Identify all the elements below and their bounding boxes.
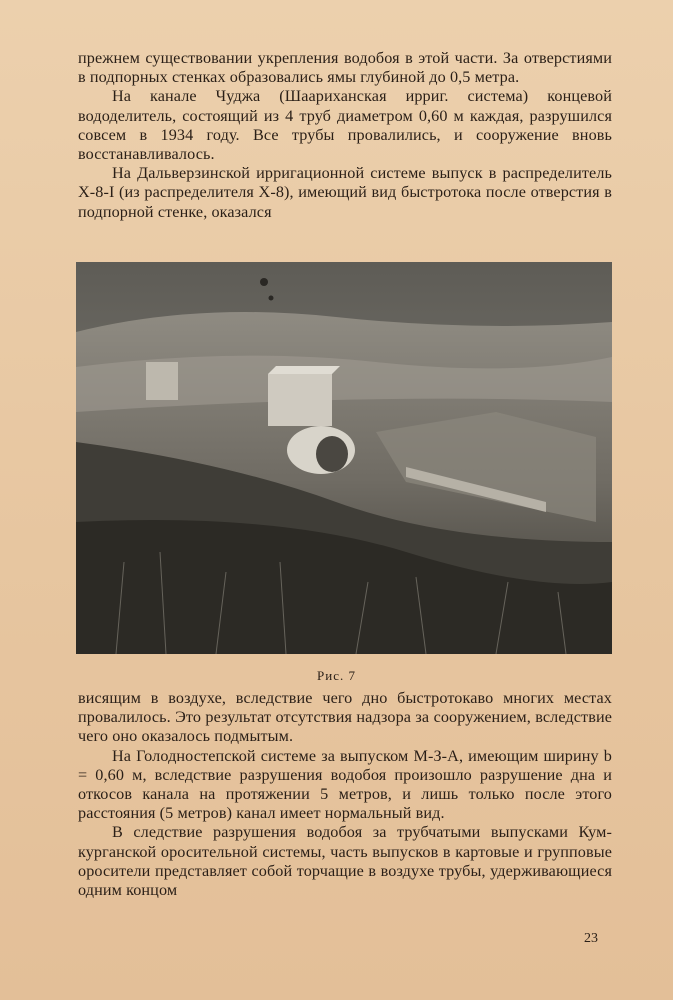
paragraph-hanging-chute: висящим в воздухе, вследствие чего дно быстротокаво многих местах провалилось. Это результат отсутствия надзора за сооружением, вследствие чего оно оказалось подмытым. xyxy=(78,689,612,746)
figure-photo xyxy=(76,262,612,654)
paragraph-chudzha-canal: На канале Чуджа (Шаариханская ирриг. система) концевой вододелитель, состоящий из 4 труб диаметром 0,60 м каждая, разрушился совсем в 1934 году. Все трубы провалились, и сооружение вновь восстанавливалось. xyxy=(78,87,612,164)
paragraph-dalverzin-system: На Дальверзинской ирригационной системе выпуск в распределитель Х-8-I (из распределителя Х-8), имеющий вид быстротока после отверстия в подпорной стенке, оказался xyxy=(78,164,612,221)
paragraph-golodnaya-steppe: На Голодностепской системе за выпуском М-З-А, имеющим ширину b = 0,60 м, вследствие разрушения водобоя произошло разрушение дна и откосов канала на протяжении 5 метров, и лишь только после этого расстояния (5 метров) канал имеет нормальный вид. xyxy=(78,746,612,823)
page-number: 23 xyxy=(584,931,598,946)
figure-caption: Рис. 7 xyxy=(317,668,356,683)
paragraph-continuation: прежнем существовании укрепления водобоя в этой части. За отверстиями в подпорных стенках образовались ямы глубиной до 0,5 метра. xyxy=(78,49,612,87)
top-text-block xyxy=(78,49,612,222)
bottom-text-block xyxy=(78,689,612,900)
paragraph-kum-kurgan: В следствие разрушения водобоя за трубчатыми выпусками Кум-курганской оросительной системы, часть выпусков в картовые и групповые оросители представляет собой торчащие в воздухе трубы, удерживающиеся одним концом xyxy=(78,823,612,900)
